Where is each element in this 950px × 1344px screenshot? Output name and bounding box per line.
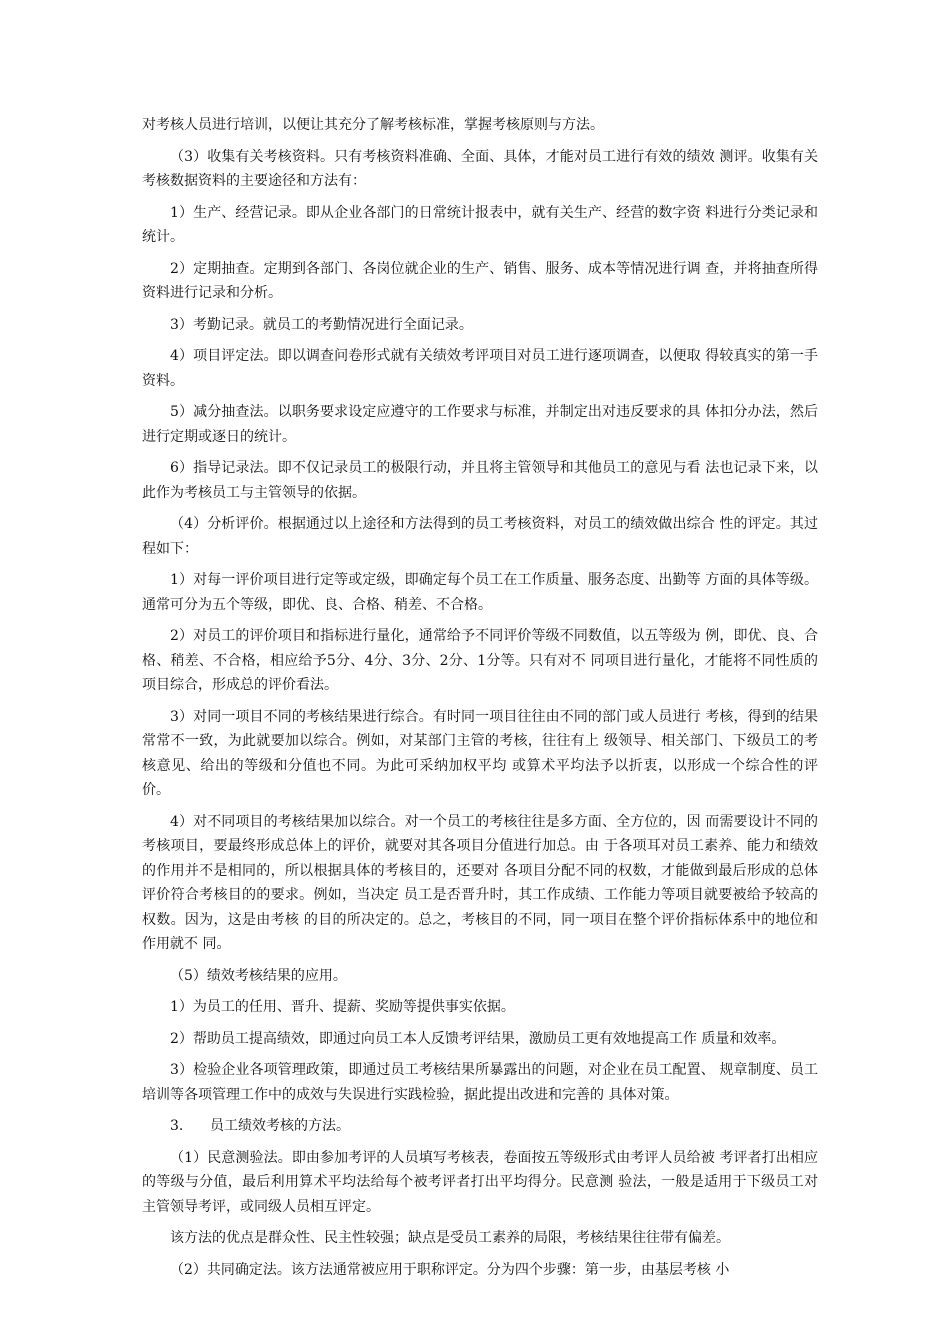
paragraph: 4）项目评定法。即以调查问卷形式就有关绩效考评项目对员工进行逐项调查，以便取 得较真实的第一手资料。 [142,348,818,389]
paragraph: 该方法的优点是群众性、民主性较强；缺点是受员工素养的局限，考核结果往往带有偏差。 [170,1230,730,1246]
paragraph: （1）民意测验法。即由参加考评的人员填写考核表，卷面按五等级形式由考评人员给被 考评者打出相应的等级与分值，最后利用算术平均法给每个被考评者打出平均得分。民意测 验法，一般是适用于下级员工对主管领导考评，或同级人员相互评定。 [142,1149,818,1215]
paragraph: 3）检验企业各项管理政策，即通过员工考核结果所暴露出的问题，对企业在员工配置、 规章制度、员工培训等各项管理工作中的成效与失误进行实践检验，据此提出改进和完善的 具体对策。 [142,1062,818,1103]
paragraph: 2）对员工的评价项目和指标进行量化，通常给予不同评价等级不同数值，以五等级为 例，即优、良、合格、稍差、不合格，相应给予5分、4分、3分、2分、1分等。只有对不 同项目进行量化，才能将不同性质的项目综合，形成总的评价看法。 [142,628,818,693]
paragraph: （3）收集有关考核资料。只有考核资料准确、全面、具体，才能对员工进行有效的绩效 测评。收集有关考核数据资料的主要途径和方法有： [142,148,818,189]
section-heading [142,1114,818,1139]
paragraph: 1）为员工的任用、晋升、提薪、奖励等提供事实依据。 [170,999,515,1015]
paragraph: （4）分析评价。根据通过以上途径和方法得到的员工考核资料，对员工的绩效做出综合 性的评定。其过程如下： [142,516,818,557]
section-title: 员工绩效考核的方法。 [210,1118,350,1134]
paragraph: 3）对同一项目不同的考核结果进行综合。有时同一项目往往由不同的部门或人员进行 考核，得到的结果常常不一致，为此就要加以综合。例如，对某部门主管的考核，往往有上 级领导、相关部门、下级员工的考核意见、给出的等级和分值也不同。为此可采纳加权平均 或算术平均法予以折衷，以形成一个综合性的评价。 [142,708,818,798]
paragraph-group [142,113,818,1107]
paragraph: 3）考勤记录。就员工的考勤情况进行全面记录。 [170,316,473,333]
paragraph: （5）绩效考核结果的应用。 [170,967,347,984]
paragraph: 4）对不同项目的考核结果加以综合。对一个员工的考核往往是多方面、全方位的，因 而需要设计不同的考核项目，要最终形成总体上的评价，就要对其各项目分值进行加总。由 于各项耳对员工素养、能力和绩效的作用并不是相同的，所以根据具体的考核目的，还要对 各项目分配不同的权数，才能做到最后形成的总体评价符合考核目的的要求。例如，当决定 员工是否晋升时，其工作成绩、工作能力等项目就要被给予较高的权数。因为，这是由考核 的目的所决定的。总之，考核目的不同，同一项目在整个评价指标体系中的地位和作用就不 同。 [142,813,818,952]
document-body [142,113,818,1289]
paragraph-group [142,1146,818,1283]
paragraph: 1）生产、经营记录。即从企业各部门的日常统计报表中，就有关生产、经营的数字资 料进行分类记录和统计。 [142,204,818,245]
paragraph: 2）帮助员工提高绩效，即通过向员工本人反馈考评结果，激励员工更有效地提高工作 质量和效率。 [170,1030,786,1047]
paragraph: 1）对每一评价项目进行定等或定级，即确定每个员工在工作质量、服务态度、出勤等 方面的具体等级。通常可分为五个等级，即优、良、合格、稍差、不合格。 [142,572,818,613]
paragraph: （2）共同确定法。该方法通常被应用于职称评定。分为四个步骤：第一步，由基层考核 小 [170,1261,730,1278]
paragraph: 5）减分抽查法。以职务要求设定应遵守的工作要求与标准，并制定出对违反要求的具 体扣分办法，然后进行定期或逐日的统计。 [142,404,818,445]
paragraph: 2）定期抽查。定期到各部门、各岗位就企业的生产、销售、服务、成本等情况进行调 查，并将抽查所得资料进行记录和分析。 [142,260,818,301]
paragraph: 对考核人员进行培训，以便让其充分了解考核标准，掌握考核原则与方法。 [142,117,604,133]
paragraph: 6）指导记录法。即不仅记录员工的极限行动，并且将主管领导和其他员工的意见与看 法也记录下来，以此作为考核员工与主管领导的依据。 [142,460,818,501]
section-number: 3. [170,1118,184,1134]
